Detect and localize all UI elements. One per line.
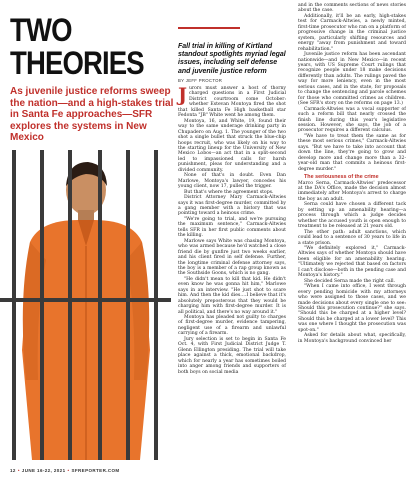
paragraph: "We're going to trial, and we're pursuing the maximum sentence," Carmack-Altwies tells SFR in her first public comments about the killing. [178,216,286,239]
article-column-2 [298,3,406,344]
headline [10,12,144,81]
illustration-jumpsuit-behind-bars [0,150,171,460]
headline-line-1: TWO [10,12,72,48]
paragraph: She decided Serna made the right call. [304,278,396,284]
issue-date: JUNE 16-22, 2021 [21,468,66,473]
drop-cap: J [178,84,187,106]
page-number: 12 [10,468,16,473]
paragraph: None of that's in doubt. Even Dan Marlowe, Montoya's lawyer, concedes his young client, now 17, pulled the trigger. [178,173,286,190]
paragraph: Jury selection is set to begin in Santa Fe Oct. 4, with First Judicial District Judge T. Glenn Ellington presiding. The trial will take place against a thick, emotional backdrop, which for nearly a year has sometimes boiled into anger among friends and supporters of both boys on social media [178,336,286,375]
article-column-1 [178,86,286,375]
paragraph: Juvenile justice reform has been ascendant nationwide—and in New Mexico—in recent years, with US Supreme Court rulings that recognize people under 18 make decisions differently than adults. The rulings paved the way for more leniency, even in the most serious cases, and in the state, for proposals to change the sentencing and parole schemes for those who committed crimes as children. (See SFR's story on the reforms on page 13.) [298,52,406,107]
paragraph: "When I came into office, I went through every pending homicide with my attorneys who were assigned to those cases, and we made decisions about every single one to see: Should this prosecution continue?" she says. "Should this be charged at a higher level? Should this be charged at a lower level? This was one where I thought the prosecution was spot-on." [298,284,406,333]
paragraph: Montoya has pleaded not guilty to charges of first-degree murder, evidence tampering, negligent use of a firearm and unlawful carrying of a firearm. [178,315,286,337]
page-footer: 12 • JUNE 16-22, 2021 • SFREPORTER.COM [10,468,120,473]
paragraph: Marlowe says White was chasing Montoya, who was armed because he'd watched a close friend die by gunfire just two weeks earlier, and his client fired in self defense. Further, the longtime criminal defense attorney says, the boy is a member of a rap group known as the Southside Goons, which is no gang. [178,238,286,277]
paragraph: Serna could have chosen a different tack by setting up an amenability hearing—a process through which a judge decides whether the accused youth is open enough to treatment to be released at 21 years old. [298,202,406,230]
paragraph: But that's where the agreement stops. [184,189,274,195]
paragraph: Montoya, 16, and White, 19, found their way to the same underage drinking party in Chupadero on Aug. 1. The younger of the two shot a single bullet that struck the blue-chip hoops recruit, who was likely on his way to the starting lineup for the University of New Mexico Lobos—an act that in a split-second led to impassioned calls for harsh punishment, pleas for understanding and a divided community. [178,118,286,173]
paragraph: "We have to treat them the same as for these most serious crimes," Carmack-Altwies says. "But we have to take into account that down the line, they're going to grow and develop more and change more than a 32-year-old man that commits a heinous first-degree murder." [298,133,406,172]
headline-line-2: THEORIES [10,45,144,81]
paragraph: Marco Serna, Carmack-Altwies' predecessor at the DA's Office, made the decision almost immediately after Montoya's arrest to charge the boy as an adult. [298,180,406,202]
article-lede: Fall trial in killing of Kirtland standout spotlights myriad legal issues, including self defense and juvenile justice reform [178,43,286,75]
paragraph: and in the comments sections of news stories about the case. [298,3,406,14]
paragraph: "We definitely explored it," Carmack-Altwies says of whether Montoya should have been eligible for an amenability hearing. "Ultimately we rejected that based on factors I can't disclose—both in the pending case and Montoya's history." [298,245,406,279]
paragraph: The other path: adult sanctions, which could lead to a sentence of 30 years to life in a state prison. [298,229,406,246]
paragraph: "He didn't mean to kill that kid. He didn't even know he was gonna hit him," Marlowe says in an interview. "He just shot to scare him. And then the kid dies….I believe that it's absolutely preposterous that they would be charging him with first-degree murder. It is all political, and there's no way around it." [178,276,286,315]
accent-rule [178,27,240,29]
paragraph: Jurors must answer a host of thorny charged questions in a First Judicial District courtroom come October: whether Estevan Montoya fired the shot that killed Santa Fe High basketball star Fedonta "JB" White went he among them. [178,84,286,119]
section-subhead: The seriousness of the crime [304,174,379,181]
deck: As juvenile justice reforms sweep the nation—and a high-stakes trial in Santa Fe approaches—SFR explores the systems in New Mexico [10,86,174,143]
paragraph: District Attorney Mary Carmack-Altwies says it was first-degree murder, committed by a gang member with a history that was pointing toward a heinous crime. [178,195,286,217]
byline: BY JEFF PROCTOR [178,78,223,83]
site-url: SFREPORTER.COM [71,468,120,473]
paragraph: Asked for details about what, specifically, in Montoya's background convinced her [298,333,406,344]
paragraph: Additionally, it'll be an early, high-stakes test for Carmack-Altwies, a newly minted, first-time prosecutor who ran on a platform of progressive change in the criminal justice system, particularly shifting resources and energy "away from punishment and toward rehabilitation." [298,13,406,52]
paragraph: Carmack-Altwies was a vocal supporter of such a reform bill that nearly crossed the finish line during this year's legislative session. However, she says, the job of a prosecutor requires a different calculus. [298,106,406,134]
